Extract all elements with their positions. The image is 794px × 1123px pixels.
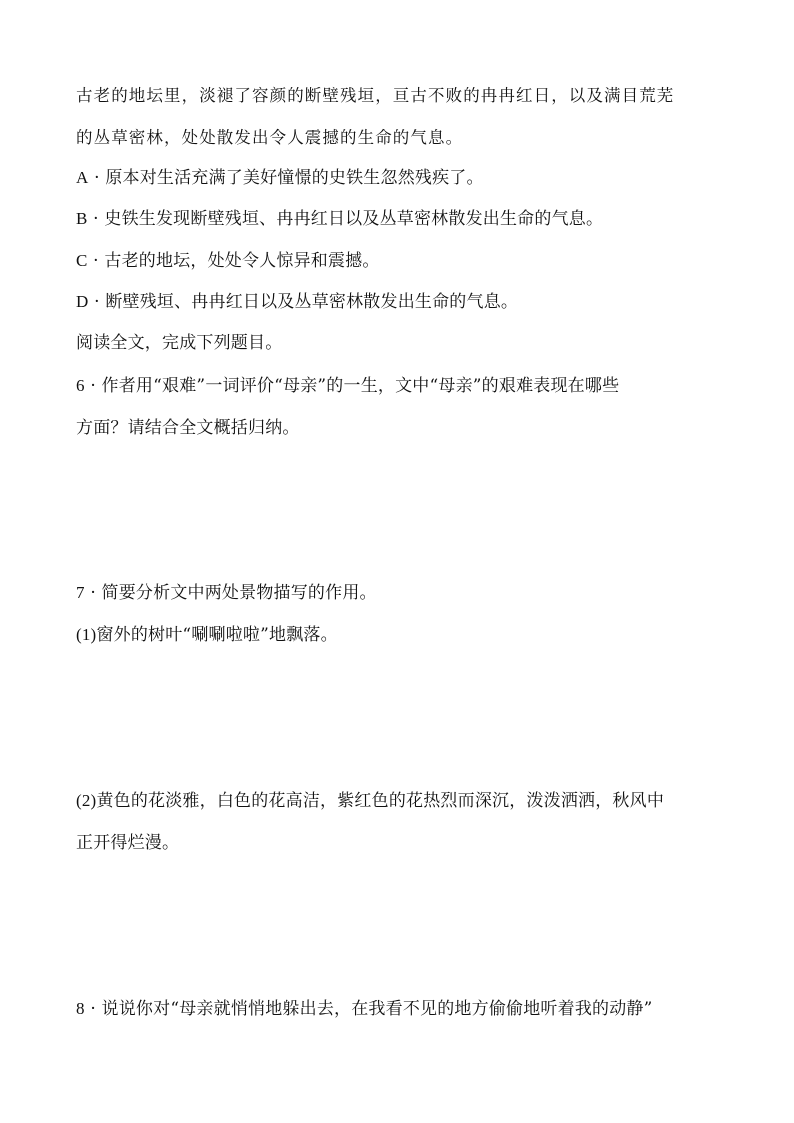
question-8-separator: ·: [90, 999, 96, 1019]
question-7-separator: ·: [90, 583, 96, 603]
question-8-number: 8: [76, 999, 85, 1018]
question-7-sub-2-line-2: 正开得烂漫。: [76, 833, 180, 853]
question-7-sub-1: [76, 624, 338, 646]
option-a: [76, 167, 484, 189]
question-7-sub-2-line-1: [76, 790, 664, 812]
option-b-separator: ·: [93, 209, 99, 229]
question-7-number: 7: [76, 583, 85, 602]
passage-line-1: 古老的地坛里，淡褪了容颜的断壁残垣，亘古不败的冉冉红日，以及满目荒芜: [76, 86, 675, 105]
option-d: [76, 291, 518, 313]
option-a-separator: ·: [94, 168, 100, 188]
option-b-text: 史铁生发现断壁残垣、冉冉红日以及丛草密林散发出生命的气息。: [104, 209, 604, 229]
option-c: [76, 250, 380, 272]
question-6-text: 作者用“艰难”一词评价“母亲”的一生，文中“母亲”的艰难表现在哪些: [101, 376, 620, 396]
option-d-text: 断壁残垣、冉冉红日以及丛草密林散发出生命的气息。: [105, 292, 519, 312]
option-a-text: 原本对生活充满了美好憧憬的史铁生忽然残疾了。: [105, 168, 484, 188]
question-6-number: 6: [76, 376, 85, 395]
question-7-sub-1-text: 窗外的树叶“唰唰啦啦”地飘落。: [96, 625, 338, 645]
passage-line-2: 的丛草密林，处处散发出令人震撼的生命的气息。: [76, 128, 464, 147]
question-7-sub-2-text: 黄色的花淡雅，白色的花高洁，紫红色的花热烈而深沉，泼泼洒洒，秋风中: [96, 791, 665, 811]
option-b-label: B: [76, 209, 88, 228]
question-6-line-2: 方面？请结合全文概括归纳。: [76, 418, 300, 438]
option-c-separator: ·: [93, 251, 99, 271]
question-6-separator: ·: [90, 376, 96, 396]
question-7-sub-1-answer-space[interactable]: [76, 656, 716, 776]
question-8-text: 说说你对“母亲就悄悄地躲出去，在我看不见的地方偷偷地听着我的动静”: [101, 999, 653, 1019]
question-7: [76, 582, 377, 604]
question-6-line-1: [76, 375, 619, 397]
option-c-text: 古老的地坛，处处令人惊异和震撼。: [104, 251, 380, 271]
question-8: [76, 998, 653, 1020]
question-7-sub-2-label: (2): [76, 791, 97, 810]
question-7-sub-2-answer-space[interactable]: [76, 866, 716, 986]
reading-instruction: 阅读全文，完成下列题目。: [76, 333, 283, 353]
option-d-label: D: [76, 292, 89, 311]
option-c-label: C: [76, 251, 88, 270]
question-7-sub-1-label: (1): [76, 625, 97, 644]
question-6-answer-space[interactable]: [76, 450, 716, 570]
option-d-separator: ·: [94, 292, 100, 312]
option-a-label: A: [76, 168, 89, 187]
option-b: [76, 208, 603, 230]
question-7-text: 简要分析文中两处景物描写的作用。: [101, 583, 377, 603]
